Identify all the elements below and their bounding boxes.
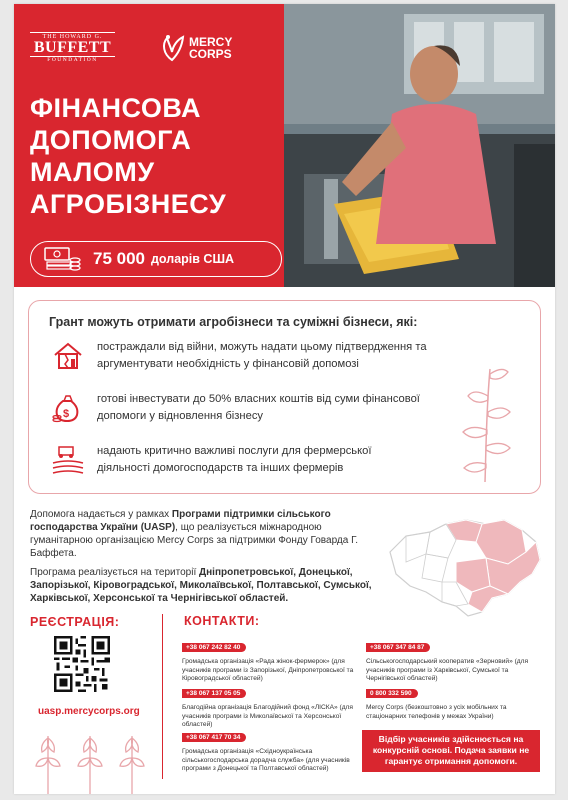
program-name: Програми підтримки сільського господарства України (UASP) bbox=[30, 509, 331, 533]
contact-organization: Благодійна організація Благодійний фонд «ЛІСКА» (для учасників програми із Миколаївської та Херсонської областей) bbox=[182, 704, 353, 728]
buffett-logo-bottom: FOUNDATION bbox=[47, 57, 98, 63]
program-text: , що реалізується міжнародною гуманітарною організацією Mercy Corps за підтримки Фонду Говарда Г. Баффета. bbox=[30, 522, 359, 559]
contact-phone[interactable]: +38 067 347 84 87 bbox=[366, 643, 430, 652]
contact-organization: Громадська організація «Східноукраїнська сільськогосподарська дорадча служба» (для учасників програми з Донецької та Полтавської областей) bbox=[182, 748, 350, 772]
program-regions: Дніпропетровської, Донецької, Запорізької, Кіровоградської, Миколаївської, Полтавської, Сумської, Харківської, Херсонської та Чернігівської областей. bbox=[30, 567, 372, 604]
contact-phone[interactable]: +38 067 417 70 34 bbox=[182, 733, 246, 742]
eligibility-item-text: постраждали від війни, можуть надати цьому підтвердження та аргументувати необхідність у фінансовій допомозі bbox=[97, 341, 427, 370]
money-bags-icon bbox=[51, 391, 85, 425]
hero-title bbox=[30, 92, 290, 220]
contact-card bbox=[182, 726, 362, 774]
grant-amount-badge bbox=[30, 241, 282, 277]
mercy-corps-logo bbox=[159, 34, 232, 62]
mercy-logo-line2: CORPS bbox=[189, 47, 232, 61]
section-divider bbox=[162, 614, 163, 779]
contacts-title: КОНТАКТИ: bbox=[184, 614, 260, 628]
hero-title-line: ФІНАНСОВА bbox=[30, 93, 202, 123]
grant-amount: 75 000 bbox=[93, 249, 145, 268]
hero-title-line: ДОПОМОГА bbox=[30, 125, 192, 155]
program-text: Програма реалізується на території bbox=[30, 567, 200, 578]
buffett-foundation-logo bbox=[30, 32, 115, 63]
contact-organization: Громадська організація «Рада жінок-фермерок» (для учасників програми із Запорізької, Дніпропетровської та Кіровоградської областей) bbox=[182, 658, 354, 682]
program-text: Допомога надається у рамках bbox=[30, 509, 172, 520]
eligibility-item-text: надають критично важливі послуги для фермерської діяльності домогосподарств та інших фермерів bbox=[97, 445, 372, 474]
eligibility-item-text: готові інвестувати до 50% власних коштів від суми фінансової допомоги у відновлення бізнесу bbox=[97, 393, 420, 422]
contact-phone[interactable]: +38 067 242 82 40 bbox=[182, 643, 246, 652]
contact-card bbox=[366, 636, 546, 684]
hero-banner bbox=[14, 4, 555, 287]
program-paragraph-1 bbox=[30, 508, 382, 560]
hero-photo bbox=[284, 4, 555, 287]
eligibility-item bbox=[51, 443, 427, 477]
eligibility-item bbox=[51, 339, 427, 373]
mercy-logo-line1: MERCY bbox=[189, 35, 233, 49]
damaged-house-icon bbox=[51, 339, 85, 373]
contact-phone[interactable]: 0 800 332 590 bbox=[366, 689, 418, 698]
ukraine-map bbox=[386, 512, 544, 620]
tractor-field-icon bbox=[51, 443, 85, 477]
money-stack-icon bbox=[43, 246, 81, 272]
contact-phone[interactable]: +38 067 137 05 05 bbox=[182, 689, 246, 698]
selection-notice: Відбір учасників здійснюється на конкурсній основі. Подача заявки не гарантує отримання допомоги. bbox=[362, 730, 540, 772]
contact-organization: Сільськогосподарський кооператив «Зерновий» (для учасників програми із Харківської, Сумської та Чернігівської областей) bbox=[366, 658, 529, 682]
grant-currency: доларів США bbox=[151, 252, 235, 266]
contact-organization: Mercy Corps (безкоштовно з усіх мобільних та стаціонарних телефонів у межах України) bbox=[366, 704, 507, 720]
program-description bbox=[30, 508, 382, 605]
flyer-page bbox=[14, 4, 555, 794]
qr-code[interactable] bbox=[54, 636, 110, 692]
eligibility-title: Грант можуть отримати агробізнеси та суміжні бізнеси, які: bbox=[49, 315, 418, 329]
decorative-plants-icon bbox=[26, 728, 156, 794]
svg-text:$: $ bbox=[63, 408, 70, 420]
decorative-plant-icon bbox=[450, 364, 520, 484]
buffett-logo-name: BUFFETT bbox=[30, 40, 115, 57]
contact-card bbox=[182, 636, 362, 684]
mercy-corps-leaf-icon bbox=[159, 34, 185, 62]
program-paragraph-2 bbox=[30, 566, 382, 605]
registration-title: РЕЄСТРАЦІЯ: bbox=[30, 615, 120, 629]
hero-title-line: АГРОБІЗНЕСУ bbox=[30, 189, 227, 219]
registration-url-link[interactable]: uasp.mercycorps.org bbox=[38, 706, 140, 717]
buffett-logo-top: THE HOWARD G. bbox=[30, 32, 115, 40]
hero-title-line: МАЛОМУ bbox=[30, 157, 155, 187]
eligibility-item bbox=[51, 391, 427, 425]
contact-card bbox=[366, 682, 546, 721]
contact-card bbox=[182, 682, 362, 730]
